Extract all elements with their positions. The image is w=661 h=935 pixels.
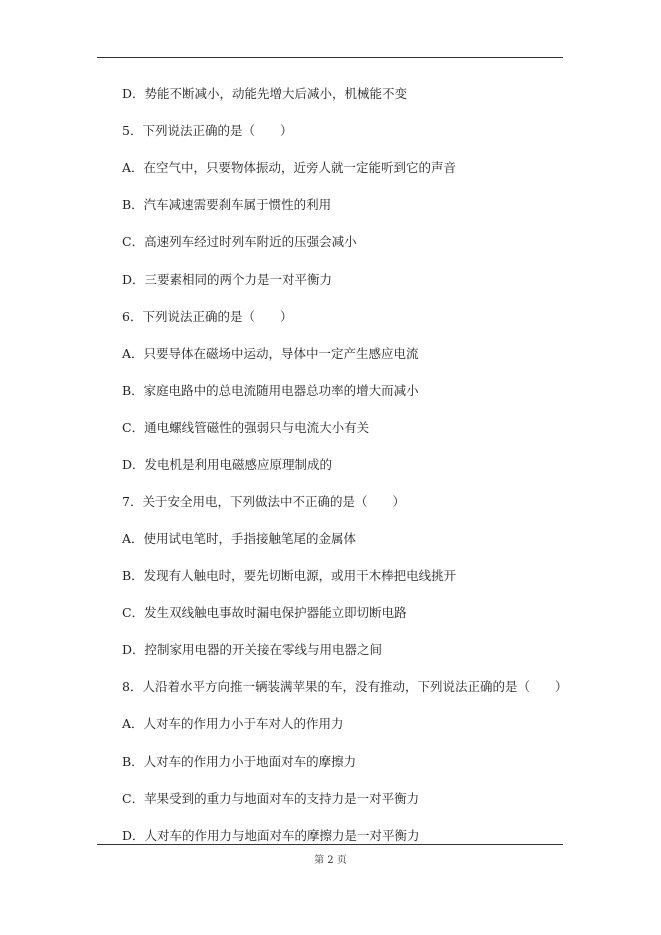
option-b: B．汽车减速需要刹车属于惯性的利用: [122, 197, 332, 212]
option-d: D．人对车的作用力与地面对车的摩擦力是一对平衡力: [122, 828, 420, 843]
question-8: 8．人沿着水平方向推一辆装满苹果的车，没有推动，下列说法正确的是（ ）: [122, 679, 568, 694]
option-d: D．控制家用电器的开关接在零线与用电器之间: [122, 642, 383, 657]
option-b: B．发现有人触电时，要先切断电源，或用干木棒把电线挑开: [122, 568, 457, 583]
option-a: A．人对车的作用力小于车对人的作用力: [122, 716, 344, 731]
option-a: A．只要导体在磁场中运动，导体中一定产生感应电流: [122, 346, 419, 361]
footer-rule: [97, 844, 563, 845]
option-a: A．使用试电笔时，手指接触笔尾的金属体: [122, 531, 357, 546]
header-rule: [97, 57, 563, 58]
option-c: C．发生双线触电事故时漏电保护器能立即切断电路: [122, 605, 407, 620]
option-d: D．三要素相同的两个力是一对平衡力: [122, 272, 333, 287]
option-c: C．高速列车经过时列车附近的压强会减小: [122, 234, 357, 249]
question-5: 5．下列说法正确的是（ ）: [122, 123, 293, 138]
page-number: 第 2 页: [314, 855, 347, 866]
option-c: C．通电螺线管磁性的强弱只与电流大小有关: [122, 420, 370, 435]
option-b: B．人对车的作用力小于地面对车的摩擦力: [122, 754, 357, 769]
option-c: C．苹果受到的重力与地面对车的支持力是一对平衡力: [122, 791, 420, 806]
question-7: 7．关于安全用电，下列做法中不正确的是（ ）: [122, 494, 405, 509]
option-b: B．家庭电路中的总电流随用电器总功率的增大而减小: [122, 383, 419, 398]
question-6: 6．下列说法正确的是（ ）: [122, 309, 293, 324]
option-d: D．发电机是利用电磁感应原理制成的: [122, 457, 333, 472]
option-a: A．在空气中，只要物体振动，近旁人就一定能听到它的声音: [122, 160, 457, 175]
text-line: D．势能不断减小，动能先增大后减小，机械能不变: [122, 86, 408, 101]
